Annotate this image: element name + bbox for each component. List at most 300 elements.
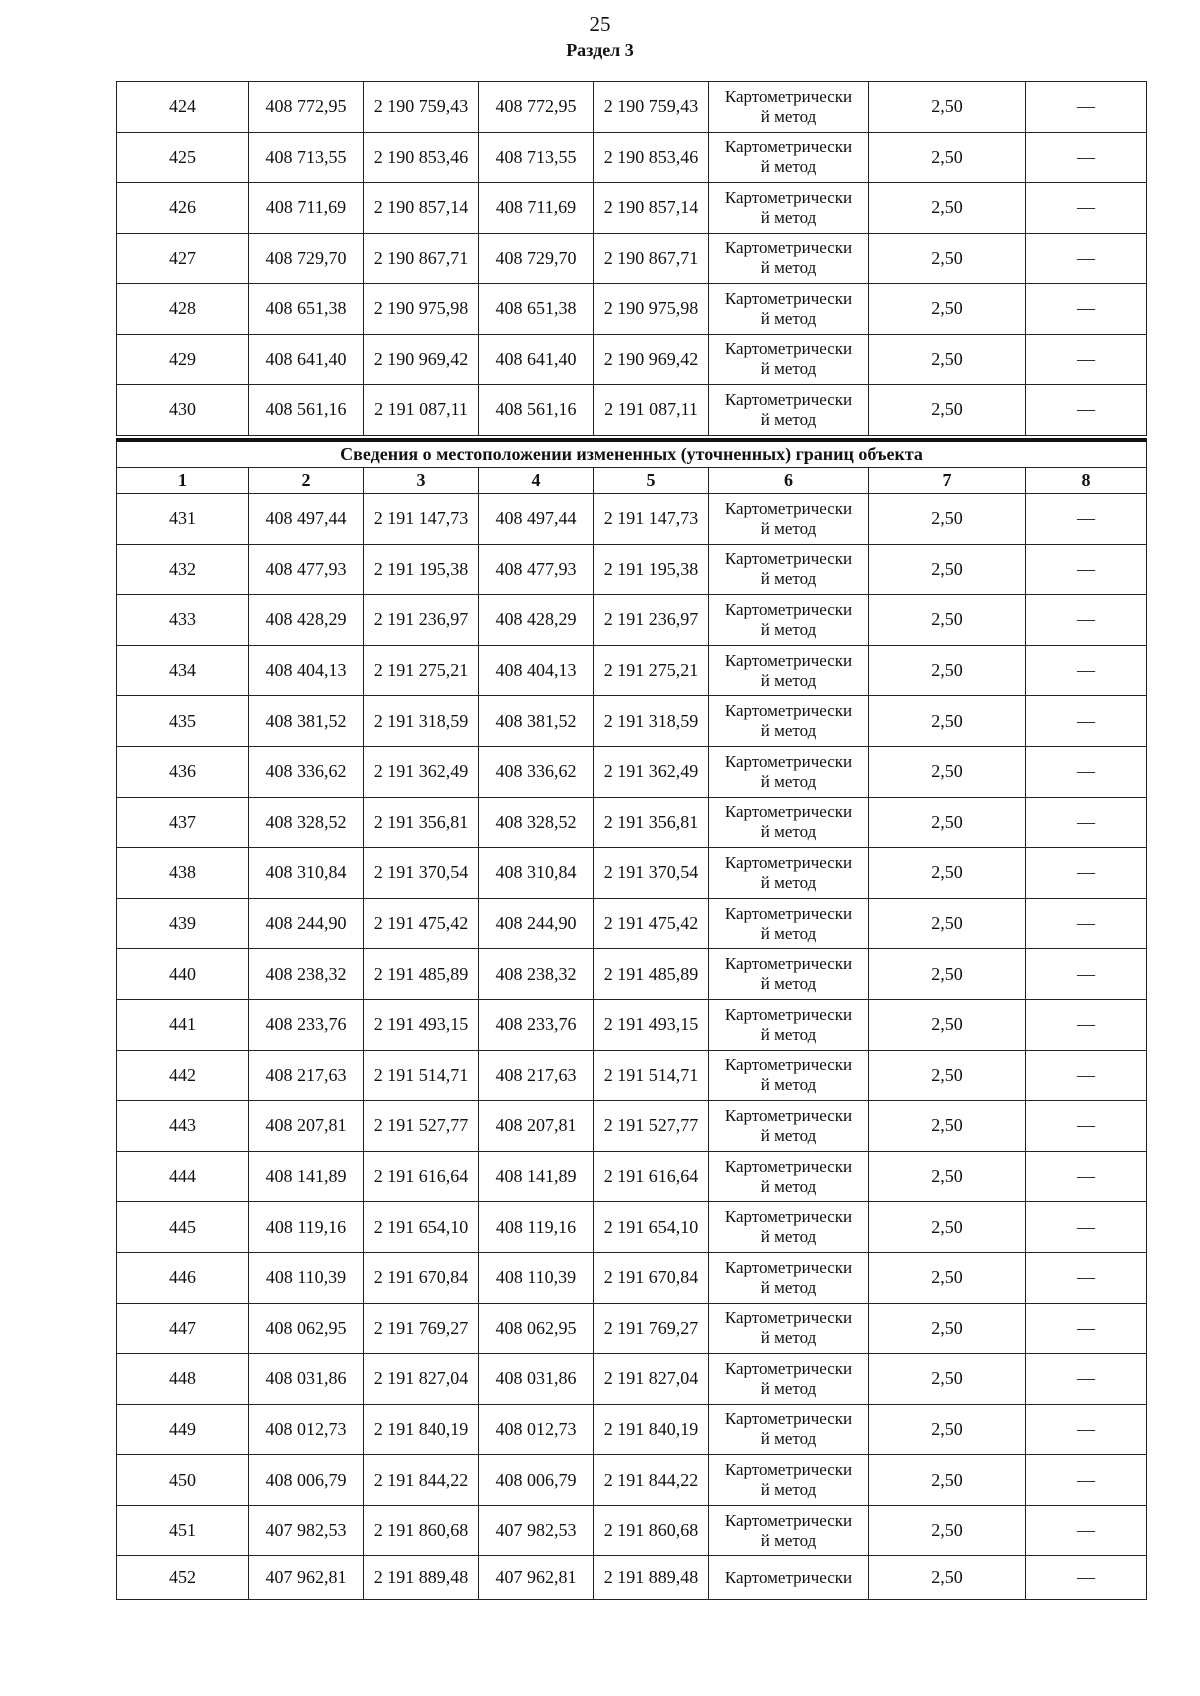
x-existing-cell: 408 336,62	[249, 746, 364, 797]
method-line-1: Картометрически	[724, 86, 853, 106]
method-line-1: Картометрически	[724, 751, 853, 771]
point-number-cell: 450	[117, 1455, 249, 1506]
method-line-1: Картометрически	[724, 1358, 853, 1378]
method-line-1: Картометрически	[724, 1156, 853, 1176]
y-existing-cell: 2 191 318,59	[364, 696, 479, 747]
y-new-cell: 2 190 969,42	[594, 334, 709, 385]
precision-cell: 2,50	[869, 949, 1026, 1000]
method-cell	[709, 898, 869, 949]
note-cell: —	[1026, 284, 1147, 335]
x-existing-cell: 408 711,69	[249, 183, 364, 234]
y-existing-cell: 2 191 889,48	[364, 1556, 479, 1600]
x-existing-cell: 408 244,90	[249, 898, 364, 949]
x-new-cell: 408 711,69	[479, 183, 594, 234]
method-line-1: Картометрически	[724, 802, 853, 822]
table-row	[117, 1455, 1147, 1506]
note-cell: —	[1026, 1404, 1147, 1455]
y-existing-cell: 2 190 975,98	[364, 284, 479, 335]
table-row	[117, 898, 1147, 949]
x-new-cell: 408 729,70	[479, 233, 594, 284]
x-existing-cell: 408 641,40	[249, 334, 364, 385]
x-new-cell: 408 141,89	[479, 1151, 594, 1202]
note-cell: —	[1026, 1354, 1147, 1405]
method-cell	[709, 544, 869, 595]
note-cell: —	[1026, 949, 1147, 1000]
x-new-cell: 408 012,73	[479, 1404, 594, 1455]
precision-cell: 2,50	[869, 746, 1026, 797]
note-cell: —	[1026, 1151, 1147, 1202]
precision-cell: 2,50	[869, 645, 1026, 696]
method-line-1: Картометрически	[724, 701, 853, 721]
point-number-cell: 439	[117, 898, 249, 949]
y-existing-cell: 2 191 236,97	[364, 595, 479, 646]
precision-cell: 2,50	[869, 132, 1026, 183]
method-cell	[709, 1556, 869, 1600]
method-line-1: Картометрически	[724, 1460, 853, 1480]
x-existing-cell: 408 713,55	[249, 132, 364, 183]
point-number-cell: 434	[117, 645, 249, 696]
method-line-2: й метод	[760, 670, 817, 690]
precision-cell: 2,50	[869, 233, 1026, 284]
point-number-cell: 441	[117, 999, 249, 1050]
method-line-1: Картометрически	[724, 1308, 853, 1328]
method-line-2: й метод	[760, 308, 817, 328]
note-cell: —	[1026, 1303, 1147, 1354]
y-new-cell: 2 191 318,59	[594, 696, 709, 747]
x-new-cell: 408 217,63	[479, 1050, 594, 1101]
method-cell	[709, 746, 869, 797]
method-line-2: й метод	[760, 207, 817, 227]
x-new-cell: 408 110,39	[479, 1252, 594, 1303]
y-new-cell: 2 191 654,10	[594, 1202, 709, 1253]
x-new-cell: 408 006,79	[479, 1455, 594, 1506]
x-new-cell: 408 772,95	[479, 82, 594, 133]
x-new-cell: 408 713,55	[479, 132, 594, 183]
method-line-2: й метод	[760, 1429, 817, 1449]
y-existing-cell: 2 191 485,89	[364, 949, 479, 1000]
note-cell: —	[1026, 233, 1147, 284]
method-line-1: Картометрически	[724, 954, 853, 974]
x-existing-cell: 408 328,52	[249, 797, 364, 848]
method-line-2: й метод	[760, 518, 817, 538]
y-new-cell: 2 190 975,98	[594, 284, 709, 335]
column-number-cell: 8	[1026, 468, 1147, 494]
method-cell	[709, 1151, 869, 1202]
y-existing-cell: 2 190 969,42	[364, 334, 479, 385]
x-new-cell: 408 310,84	[479, 848, 594, 899]
precision-cell: 2,50	[869, 284, 1026, 335]
note-cell: —	[1026, 797, 1147, 848]
precision-cell: 2,50	[869, 848, 1026, 899]
precision-cell: 2,50	[869, 544, 1026, 595]
y-existing-cell: 2 190 867,71	[364, 233, 479, 284]
note-cell: —	[1026, 82, 1147, 133]
method-cell	[709, 132, 869, 183]
method-line-1: Картометрически	[724, 1105, 853, 1125]
method-line-1: Картометрически	[724, 549, 853, 569]
point-number-cell: 444	[117, 1151, 249, 1202]
point-number-cell: 426	[117, 183, 249, 234]
method-cell	[709, 494, 869, 545]
table-row	[117, 544, 1147, 595]
method-line-1: Картометрически	[724, 1207, 853, 1227]
y-existing-cell: 2 191 616,64	[364, 1151, 479, 1202]
x-existing-cell: 408 233,76	[249, 999, 364, 1050]
x-existing-cell: 408 310,84	[249, 848, 364, 899]
x-existing-cell: 408 381,52	[249, 696, 364, 747]
method-line-1: Картометрически	[724, 1409, 853, 1429]
x-existing-cell: 408 207,81	[249, 1101, 364, 1152]
method-line-2: й метод	[760, 157, 817, 177]
precision-cell: 2,50	[869, 183, 1026, 234]
y-new-cell: 2 191 195,38	[594, 544, 709, 595]
column-number-cell: 6	[709, 468, 869, 494]
x-new-cell: 407 982,53	[479, 1505, 594, 1556]
note-cell: —	[1026, 645, 1147, 696]
table-caption: Сведения о местоположении измененных (уточненных) границ объекта	[117, 440, 1147, 468]
table-row	[117, 797, 1147, 848]
y-new-cell: 2 190 853,46	[594, 132, 709, 183]
method-line-2: й метод	[760, 359, 817, 379]
note-cell: —	[1026, 746, 1147, 797]
y-existing-cell: 2 191 493,15	[364, 999, 479, 1050]
x-existing-cell: 408 012,73	[249, 1404, 364, 1455]
method-line-1: Картометрически	[724, 903, 853, 923]
point-number-cell: 429	[117, 334, 249, 385]
y-new-cell: 2 191 827,04	[594, 1354, 709, 1405]
y-new-cell: 2 191 514,71	[594, 1050, 709, 1101]
page-number: 25	[589, 12, 611, 36]
note-cell: —	[1026, 1455, 1147, 1506]
x-new-cell: 408 238,32	[479, 949, 594, 1000]
method-cell	[709, 848, 869, 899]
method-line-1: Картометрически	[724, 1257, 853, 1277]
x-new-cell: 408 336,62	[479, 746, 594, 797]
point-number-cell: 436	[117, 746, 249, 797]
x-new-cell: 408 641,40	[479, 334, 594, 385]
point-number-cell: 446	[117, 1252, 249, 1303]
point-number-cell: 424	[117, 82, 249, 133]
point-number-cell: 431	[117, 494, 249, 545]
y-existing-cell: 2 191 087,11	[364, 385, 479, 436]
method-cell	[709, 334, 869, 385]
table-row	[117, 1303, 1147, 1354]
x-new-cell: 408 233,76	[479, 999, 594, 1050]
x-existing-cell: 408 006,79	[249, 1455, 364, 1506]
point-number-cell: 443	[117, 1101, 249, 1152]
method-line-2: й метод	[760, 1277, 817, 1297]
y-new-cell: 2 190 857,14	[594, 183, 709, 234]
table-row	[117, 183, 1147, 234]
note-cell: —	[1026, 898, 1147, 949]
table-row	[117, 746, 1147, 797]
point-number-cell: 428	[117, 284, 249, 335]
precision-cell: 2,50	[869, 82, 1026, 133]
y-new-cell: 2 191 670,84	[594, 1252, 709, 1303]
y-existing-cell: 2 190 759,43	[364, 82, 479, 133]
method-line-2: й метод	[760, 872, 817, 892]
column-number-cell: 5	[594, 468, 709, 494]
method-cell	[709, 82, 869, 133]
note-cell: —	[1026, 1202, 1147, 1253]
x-new-cell: 408 031,86	[479, 1354, 594, 1405]
precision-cell: 2,50	[869, 595, 1026, 646]
column-number-cell: 7	[869, 468, 1026, 494]
table-row	[117, 1101, 1147, 1152]
y-new-cell: 2 191 860,68	[594, 1505, 709, 1556]
point-number-cell: 435	[117, 696, 249, 747]
x-existing-cell: 408 477,93	[249, 544, 364, 595]
method-cell	[709, 1404, 869, 1455]
method-cell	[709, 696, 869, 747]
method-cell	[709, 1101, 869, 1152]
method-line-2: й метод	[760, 923, 817, 943]
precision-cell: 2,50	[869, 898, 1026, 949]
x-new-cell: 408 207,81	[479, 1101, 594, 1152]
y-existing-cell: 2 191 827,04	[364, 1354, 479, 1405]
method-line-1: Картометрически	[724, 852, 853, 872]
method-line-2: й метод	[760, 1075, 817, 1095]
y-existing-cell: 2 191 275,21	[364, 645, 479, 696]
point-number-cell: 440	[117, 949, 249, 1000]
x-new-cell: 408 404,13	[479, 645, 594, 696]
x-existing-cell: 408 729,70	[249, 233, 364, 284]
method-line-2: й метод	[760, 1480, 817, 1500]
point-number-cell: 430	[117, 385, 249, 436]
table-row	[117, 1050, 1147, 1101]
precision-cell: 2,50	[869, 1252, 1026, 1303]
method-line-2: й метод	[760, 1227, 817, 1247]
y-new-cell: 2 190 759,43	[594, 82, 709, 133]
x-new-cell: 408 119,16	[479, 1202, 594, 1253]
table-row	[117, 385, 1147, 436]
method-line-2: й метод	[760, 1328, 817, 1348]
x-existing-cell: 408 217,63	[249, 1050, 364, 1101]
point-number-cell: 445	[117, 1202, 249, 1253]
method-cell	[709, 1252, 869, 1303]
table-row	[117, 82, 1147, 133]
y-new-cell: 2 191 236,97	[594, 595, 709, 646]
table-row	[117, 132, 1147, 183]
note-cell: —	[1026, 183, 1147, 234]
x-existing-cell: 408 238,32	[249, 949, 364, 1000]
column-number-cell: 4	[479, 468, 594, 494]
table-row	[117, 1151, 1147, 1202]
method-line-2: й метод	[760, 771, 817, 791]
method-line-2: й метод	[760, 974, 817, 994]
y-new-cell: 2 191 147,73	[594, 494, 709, 545]
column-number-cell: 2	[249, 468, 364, 494]
point-number-cell: 433	[117, 595, 249, 646]
point-number-cell: 448	[117, 1354, 249, 1405]
x-existing-cell: 408 110,39	[249, 1252, 364, 1303]
method-line-2: й метод	[760, 106, 817, 126]
method-line-1: Картометрически	[724, 1510, 853, 1530]
x-existing-cell: 408 031,86	[249, 1354, 364, 1405]
table-row	[117, 696, 1147, 747]
method-line-2: й метод	[760, 1176, 817, 1196]
method-cell	[709, 1505, 869, 1556]
y-new-cell: 2 190 867,71	[594, 233, 709, 284]
y-existing-cell: 2 191 475,42	[364, 898, 479, 949]
point-number-cell: 452	[117, 1556, 249, 1600]
point-number-cell: 451	[117, 1505, 249, 1556]
x-existing-cell: 408 062,95	[249, 1303, 364, 1354]
method-cell	[709, 1455, 869, 1506]
note-cell: —	[1026, 999, 1147, 1050]
y-existing-cell: 2 191 147,73	[364, 494, 479, 545]
y-new-cell: 2 191 527,77	[594, 1101, 709, 1152]
method-line-2: й метод	[760, 1378, 817, 1398]
y-existing-cell: 2 191 654,10	[364, 1202, 479, 1253]
precision-cell: 2,50	[869, 1556, 1026, 1600]
note-cell: —	[1026, 132, 1147, 183]
point-number-cell: 442	[117, 1050, 249, 1101]
precision-cell: 2,50	[869, 999, 1026, 1050]
precision-cell: 2,50	[869, 1101, 1026, 1152]
point-number-cell: 447	[117, 1303, 249, 1354]
note-cell: —	[1026, 1556, 1147, 1600]
x-existing-cell: 408 561,16	[249, 385, 364, 436]
note-cell: —	[1026, 334, 1147, 385]
note-cell: —	[1026, 1252, 1147, 1303]
method-cell	[709, 1050, 869, 1101]
note-cell: —	[1026, 595, 1147, 646]
table-row	[117, 645, 1147, 696]
y-new-cell: 2 191 370,54	[594, 848, 709, 899]
method-line-1: Картометрически	[724, 288, 853, 308]
precision-cell: 2,50	[869, 1151, 1026, 1202]
column-numbers-row	[117, 468, 1147, 494]
point-number-cell: 427	[117, 233, 249, 284]
method-cell	[709, 1303, 869, 1354]
note-cell: —	[1026, 1050, 1147, 1101]
point-number-cell: 432	[117, 544, 249, 595]
y-existing-cell: 2 191 195,38	[364, 544, 479, 595]
x-existing-cell: 408 772,95	[249, 82, 364, 133]
method-line-2: й метод	[760, 409, 817, 429]
method-line-1: Картометрически	[724, 1567, 853, 1587]
point-number-cell: 438	[117, 848, 249, 899]
x-new-cell: 408 328,52	[479, 797, 594, 848]
table-row	[117, 233, 1147, 284]
section-title: Раздел 3	[566, 40, 634, 60]
x-new-cell: 408 561,16	[479, 385, 594, 436]
column-number-cell: 3	[364, 468, 479, 494]
column-number-cell: 1	[117, 468, 249, 494]
y-new-cell: 2 191 493,15	[594, 999, 709, 1050]
table-row	[117, 1252, 1147, 1303]
y-existing-cell: 2 191 370,54	[364, 848, 479, 899]
x-existing-cell: 408 497,44	[249, 494, 364, 545]
table-row	[117, 494, 1147, 545]
precision-cell: 2,50	[869, 1404, 1026, 1455]
precision-cell: 2,50	[869, 1303, 1026, 1354]
y-existing-cell: 2 191 514,71	[364, 1050, 479, 1101]
method-cell	[709, 595, 869, 646]
x-new-cell: 408 244,90	[479, 898, 594, 949]
x-new-cell: 407 962,81	[479, 1556, 594, 1600]
y-existing-cell: 2 191 527,77	[364, 1101, 479, 1152]
precision-cell: 2,50	[869, 1202, 1026, 1253]
y-new-cell: 2 191 840,19	[594, 1404, 709, 1455]
table-row	[117, 334, 1147, 385]
method-line-1: Картометрически	[724, 187, 853, 207]
note-cell: —	[1026, 696, 1147, 747]
precision-cell: 2,50	[869, 334, 1026, 385]
y-new-cell: 2 191 275,21	[594, 645, 709, 696]
y-new-cell: 2 191 087,11	[594, 385, 709, 436]
method-line-1: Картометрически	[724, 137, 853, 157]
method-cell	[709, 1202, 869, 1253]
x-existing-cell: 408 141,89	[249, 1151, 364, 1202]
table-row	[117, 595, 1147, 646]
y-existing-cell: 2 191 840,19	[364, 1404, 479, 1455]
x-existing-cell: 408 404,13	[249, 645, 364, 696]
precision-cell: 2,50	[869, 1455, 1026, 1506]
y-existing-cell: 2 191 844,22	[364, 1455, 479, 1506]
table-row	[117, 999, 1147, 1050]
x-existing-cell: 407 962,81	[249, 1556, 364, 1600]
point-number-cell: 449	[117, 1404, 249, 1455]
y-new-cell: 2 191 485,89	[594, 949, 709, 1000]
x-new-cell: 408 651,38	[479, 284, 594, 335]
precision-cell: 2,50	[869, 494, 1026, 545]
method-line-1: Картометрически	[724, 1055, 853, 1075]
y-existing-cell: 2 191 356,81	[364, 797, 479, 848]
y-new-cell: 2 191 616,64	[594, 1151, 709, 1202]
precision-cell: 2,50	[869, 1505, 1026, 1556]
y-existing-cell: 2 191 769,27	[364, 1303, 479, 1354]
method-cell	[709, 183, 869, 234]
table-row	[117, 1404, 1147, 1455]
y-existing-cell: 2 190 857,14	[364, 183, 479, 234]
y-new-cell: 2 191 769,27	[594, 1303, 709, 1354]
table-row	[117, 1202, 1147, 1253]
coordinates-table-continued	[116, 81, 1147, 436]
method-cell	[709, 385, 869, 436]
method-cell	[709, 645, 869, 696]
changed-boundaries-table	[116, 438, 1147, 1600]
x-existing-cell: 407 982,53	[249, 1505, 364, 1556]
method-line-1: Картометрически	[724, 339, 853, 359]
method-line-2: й метод	[760, 569, 817, 589]
method-line-2: й метод	[760, 258, 817, 278]
y-new-cell: 2 191 889,48	[594, 1556, 709, 1600]
method-line-2: й метод	[760, 822, 817, 842]
y-new-cell: 2 191 844,22	[594, 1455, 709, 1506]
method-cell	[709, 284, 869, 335]
x-new-cell: 408 497,44	[479, 494, 594, 545]
table-row	[117, 1556, 1147, 1600]
method-line-1: Картометрически	[724, 599, 853, 619]
x-new-cell: 408 477,93	[479, 544, 594, 595]
precision-cell: 2,50	[869, 1354, 1026, 1405]
method-line-1: Картометрически	[724, 389, 853, 409]
table-row	[117, 949, 1147, 1000]
method-cell	[709, 797, 869, 848]
table-caption-row	[117, 440, 1147, 468]
method-line-2: й метод	[760, 1024, 817, 1044]
method-cell	[709, 949, 869, 1000]
point-number-cell: 437	[117, 797, 249, 848]
method-line-2: й метод	[760, 721, 817, 741]
note-cell: —	[1026, 1101, 1147, 1152]
y-existing-cell: 2 191 670,84	[364, 1252, 479, 1303]
note-cell: —	[1026, 494, 1147, 545]
x-existing-cell: 408 428,29	[249, 595, 364, 646]
precision-cell: 2,50	[869, 385, 1026, 436]
